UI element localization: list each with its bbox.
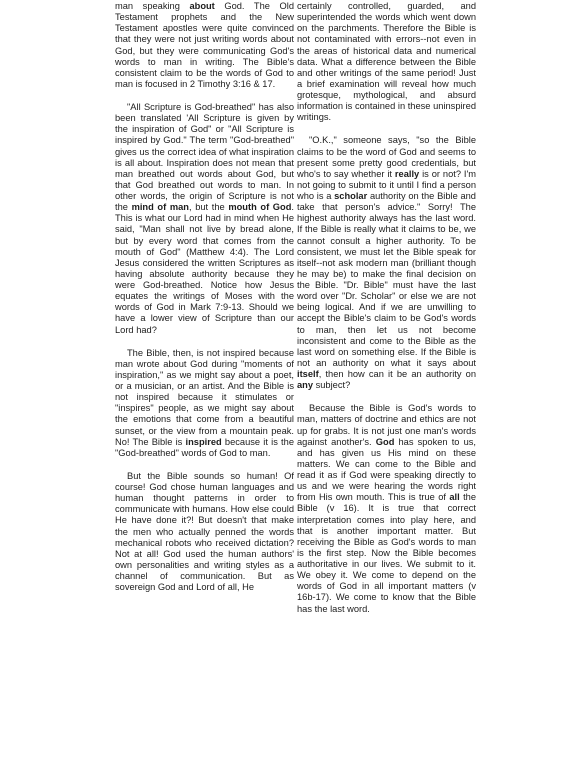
emphasis: itself <box>297 369 319 379</box>
text: authority on the Bible and take that person's advice." Sorry! The highest authority always has the last word. If the Bible is really what it claims to be, we cannot consult a higher authority. To be consistent, we must let the Bible speak for itself--not ask modern man (brilliant though he may be) to make the final decision on the Bible. "Dr. Bible" must have the last word over "Dr. Scholar" or else we are not being logical. And if we are unwilling to accept the Bible's claim to be God's words to man, then let us not become inconsistent and come to the Bible as the last word on something else. If the Bible is not an authority on what it says about <box>297 191 476 368</box>
emphasis: mouth of God <box>228 202 292 213</box>
text: man speaking <box>115 1 190 11</box>
paragraph-2 <box>115 102 294 336</box>
text: has spoken to us, and has given us His mind on these matters. We can come to the Bible and read it as if God were speaking directly to us and we were hearing the words right from His own mouth. This is true of <box>297 436 476 503</box>
paragraph-1 <box>297 1 476 123</box>
emphasis: all <box>449 492 460 503</box>
paragraph-4 <box>115 471 294 593</box>
text: . This is what our Lord had in mind when He said, "Man shall not live by bread alone, but by every word that comes from the mouth of God" (Matthew 4:4). The Lord Jesus considered the written Scriptures as having absolute authority because they were God-breathed. Notice how Jesus equates the writings of Moses with the words of God in Mark 7:9-13. Should we have a lower view of Scripture than our Lord had? <box>115 202 294 335</box>
text: subject? <box>313 380 351 391</box>
text: Because the Bible is God's words to man, matters of doctrine and ethics are not up for grabs. It is not just one man's words against another's. <box>297 403 476 447</box>
paragraph-1 <box>115 1 294 90</box>
right-column <box>297 1 476 615</box>
emphasis: really <box>394 168 420 179</box>
text: , but the <box>188 202 229 213</box>
text: God. The Old Testament prophets and the New Testament apostles were quite convinced that they were not just writing words about God, but they were communicating God's words to man in writing. The Bible's consistent claim to be the words of God to man is focused in 2 Timothy 3:16 & 17. <box>115 1 294 89</box>
paragraph-2 <box>297 135 476 391</box>
text: "All Scripture is God-breathed" has also been translated 'All Scripture is given by the inspiration of God" or "All Scripture is inspired by God." The term "God-breathed" gives us the correct idea of what inspiration is all about. Inspiration does not mean that man breathed out words about God, but that God breathed out words to man. In other words, the origin of Scripture is not the <box>115 102 294 213</box>
emphasis: God <box>375 436 395 447</box>
emphasis: mind of man <box>131 202 189 213</box>
emphasis: scholar <box>334 191 368 201</box>
text: the Bible (v 16). It is true that correct interpretation comes into play here, and that is another important matter. But receiving the Bible as God's words to man is the first step. Now the Bible becomes authoritative in our lives. We submit to it. We obey it. We come to depend on the words of God in all important matters (v 16b-17). We come to know that the Bible has the last word. <box>297 492 476 614</box>
paragraph-3 <box>115 348 294 459</box>
text: is or not? I'm not going to submit to it until I find a person who is a <box>297 168 476 201</box>
text: But the Bible sounds so human! Of course! God chose human languages and human thought patterns in order to communicate with humans. How else could He have done it?! But doesn't that make the men who actually penned the words mechanical robots who received dictation? Not at all! God used the human authors' own personalities and writing styles as a channel of communication. But as sovereign God and Lord of all, He <box>115 470 294 593</box>
left-column <box>115 1 294 593</box>
paragraph-3 <box>297 403 476 614</box>
text: , then how can it be an authority on <box>318 369 476 379</box>
text: The Bible, then, is not inspired because man wrote about God during "moments of inspiration," as we might say about a poet, or a musician, or an artist. And the Bible is not inspired because it stimulates or "inspires" people, as we might say about the emotions that come from a beautiful sunset, or the view from a mountain peak. No! The Bible is <box>115 347 294 447</box>
emphasis: about <box>189 1 215 11</box>
emphasis: any <box>297 380 314 391</box>
emphasis: inspired <box>185 436 222 447</box>
text: certainly controlled, guarded, and superintended the words which went down on the parchments. Therefore the Bible is not contaminated with errors--not even in the areas of historical data and numerical data. What a difference between the Bible and other writings of the same period! Just a brief examination will reveal how much grotesque, mythological, and absurd information is contained in these uninspired writings. <box>297 1 476 123</box>
text: because it is the "God-breathed" words of God to man. <box>115 436 294 458</box>
text: "O.K.," someone says, "so the Bible claims to be the word of God and seems to present some pretty good credentials, but who's to say whether it <box>297 135 476 179</box>
